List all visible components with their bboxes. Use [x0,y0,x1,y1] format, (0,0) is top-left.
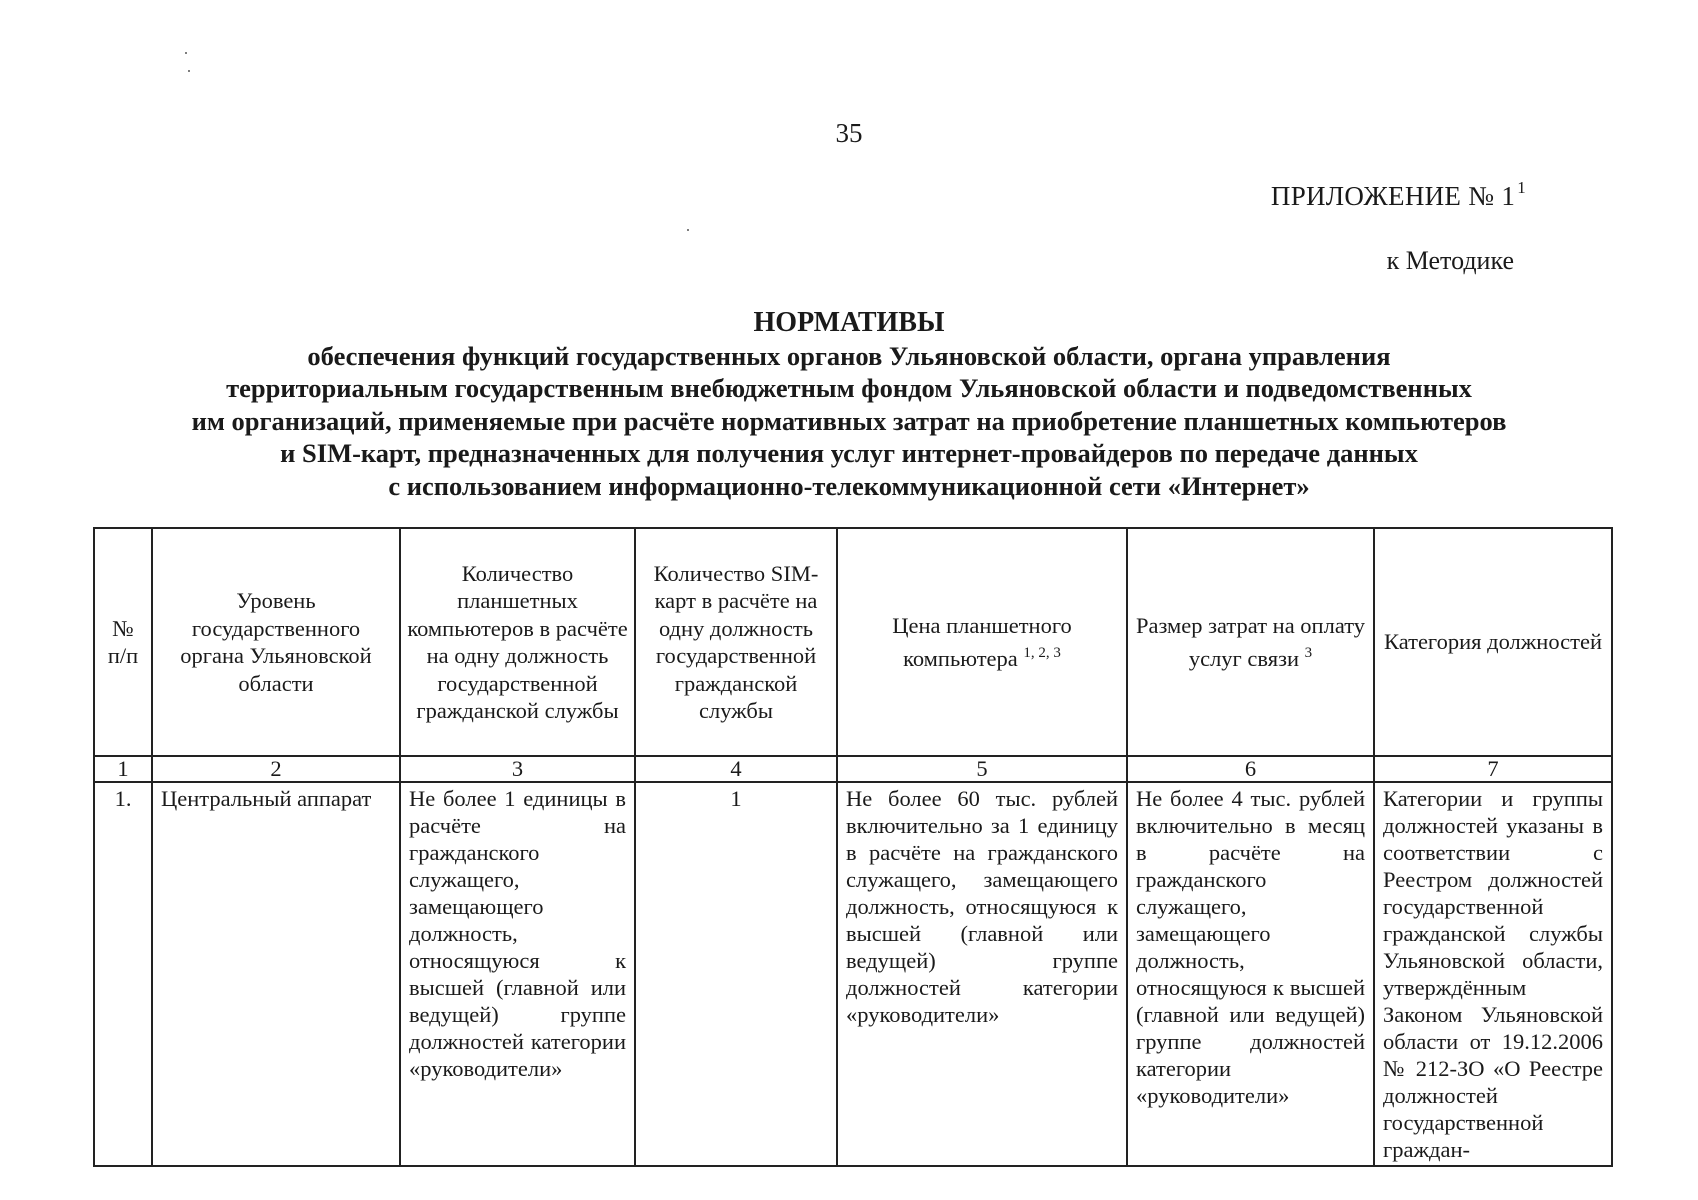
column-number: 6 [1127,756,1374,782]
scan-speck [188,70,190,72]
row-tablets: Не более 1 единицы в расчёте на гражданского служащего, замещающего должность, относящуюся к высшей (главной или ведущей) группе должностей категории «руководители» [400,782,635,1166]
header-price-footnote: 1, 2, 3 [1023,644,1061,661]
column-number: 7 [1374,756,1612,782]
scan-speck [687,229,689,231]
column-number: 4 [635,756,837,782]
appendix-subtitle: к Методике [1386,246,1514,275]
header-price [837,528,1127,756]
header-costs-footnote: 3 [1304,644,1313,661]
page-number: 35 [835,118,863,148]
norms-table [93,527,1613,1167]
header-number: № п/п [94,528,152,756]
appendix-title: ПРИЛОЖЕНИЕ № 1 [1270,181,1516,211]
column-number: 1 [94,756,152,782]
title-line: обеспечения функций государственных органов Ульяновской области, органа управления [307,340,1391,371]
appendix-label [1271,178,1526,212]
title-line: им организаций, применяемые при расчёте нормативных затрат на приобретение планшетных компьютеров [191,405,1507,436]
header-category: Категория должностей [1374,528,1612,756]
row-number: 1. [94,782,152,1166]
column-number-row [94,756,1612,782]
header-sim: Количество SIM-карт в расчёте на одну должность государственной гражданской службы [635,528,837,756]
scan-speck [185,52,187,54]
title-line: и SIM-карт, предназначенных для получения услуг интернет-провайдеров по передаче данных [280,438,1418,468]
row-price: Не более 60 тыс. рублей включительно за 1 единицу в расчёте на гражданского служащего, замещающего должность, относящуюся к высшей (главной или ведущей) группе должностей категории «руководители» [837,782,1127,1166]
title-line: территориальным государственным внебюджетным фондом Ульяновской области и подведомственных [226,373,1472,403]
header-level: Уровень государственного органа Ульяновской области [152,528,400,756]
row-category: Категории и группы должностей указаны в соответствии с Реестром должностей государственной гражданской службы Ульяновской области, утверждённым Законом Ульяновской области от 19.12.2006 № 212-ЗО «О Реестре должностей государственной граждан- [1374,782,1612,1166]
column-number: 5 [837,756,1127,782]
header-costs-label: Размер затрат на оплату услуг связи [1135,613,1366,671]
row-level: Центральный аппарат [152,782,400,1166]
document-title [0,307,1698,502]
table-row [94,782,1612,1166]
table-header-row [94,528,1612,756]
header-costs [1127,528,1374,756]
column-number: 3 [400,756,635,782]
header-price-label: Цена планшетного компьютера [892,613,1072,671]
row-sim: 1 [635,782,837,1166]
row-costs: Не более 4 тыс. рублей включительно в месяц в расчёте на гражданского служащего, замещающего должность, относящуюся к высшей (главной или ведущей) группе должностей категории «руководители» [1127,782,1374,1166]
title-main: НОРМАТИВЫ [753,307,945,338]
title-line: с использованием информационно-телекоммуникационной сети «Интернет» [388,470,1310,501]
header-tablets: Количество планшетных компьютеров в расчёте на одну должность государственной гражданской службы [400,528,635,756]
appendix-superscript: 1 [1517,178,1526,197]
column-number: 2 [152,756,400,782]
